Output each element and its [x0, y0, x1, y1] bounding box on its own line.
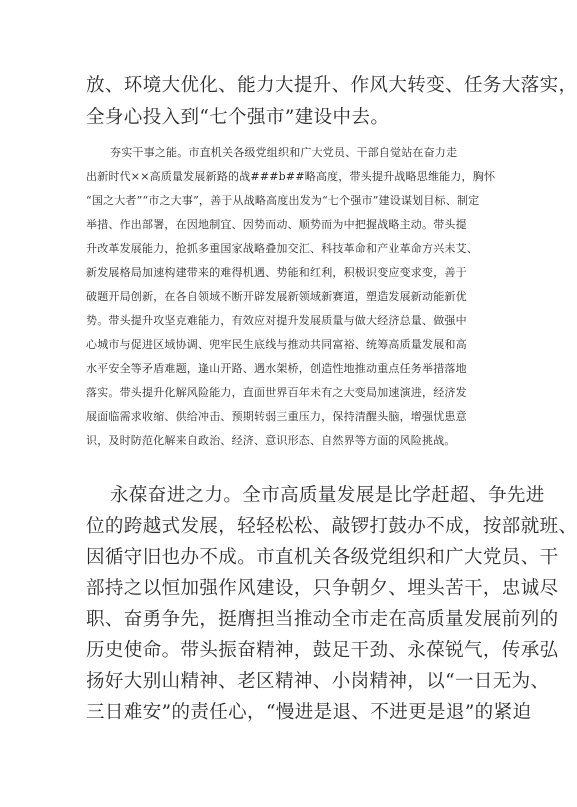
body-big-line-5: 职、奋勇争先，挺膺担当推动全市走在高质量发展前列的	[86, 609, 559, 630]
body-small-line-9: 心城市与促进区域协调、兜牢民生底线与推动共同富裕、统筹高质量发展和高	[86, 338, 467, 351]
body-small-line-2: 出新时代××高质量发展新路的战###b##略高度，带头提升战略思维能力，胸怀	[86, 170, 496, 183]
body-big-line-4: 部持之以恒加强作风建设，只争朝夕、埋头苦干，忠诚尽	[86, 578, 559, 599]
body-small-line-3: “国之大者”“市之大事”，善于从战略高度出发为“七个强市”建设谋划目标、制定	[86, 194, 480, 207]
intro-line-2: 全身心投入到“七个强市”建设中去。	[86, 107, 390, 128]
intro-line-1: 放、环境大优化、能力大提升、作风大转变、任务大落实，	[86, 75, 577, 96]
body-small-line-6: 新发展格局加速构建带来的难得机遇、势能和红利，积极识变应变求变，善于	[86, 266, 467, 279]
body-small-line-5: 升改革发展能力，抢抓多重国家战略叠加交汇、科技革命和产业革命方兴未艾、	[86, 242, 478, 255]
body-big-line-7: 扬好大别山精神、老区精神、小岗精神，以“一日无为、	[86, 671, 550, 692]
body-small-line-12: 展面临需求收缩、供给冲击、预期转弱三重压力，保持清醒头脑，增强忧患意	[86, 410, 467, 423]
body-big-line-8: 三日难安”的责任心，“慢进是退、不进更是退”的紧迫	[86, 702, 532, 723]
body-small-line-4: 举措、作出部署，在因地制宜、因势而动、顺势而为中把握战略主动。带头提	[86, 218, 467, 231]
body-big-line-6: 历史使命。带头振奋精神，鼓足干劲、永葆锐气，传承弘	[86, 640, 559, 661]
body-big-line-3: 因循守旧也办不成。市直机关各级党组织和广大党员、干	[86, 547, 559, 568]
body-small-line-7: 破题开局创新，在各自领域不断开辟发展新领域新赛道，塑造发展新动能新优	[86, 290, 467, 303]
body-small-line-10: 水平安全等矛盾难题，逢山开路、遇水架桥，创造性地推动重点任务举措落地	[86, 362, 467, 375]
body-big-line-1: 永葆奋进之力。全市高质量发展是比学赶超、争先进	[110, 485, 545, 506]
body-small-line-11: 落实。带头提升化解风险能力，直面世界百年未有之大变局加速演进，经济发	[86, 386, 467, 399]
body-small-line-8: 势。带头提升攻坚克难能力，有效应对提升发展质量与做大经济总量、做强中	[86, 314, 467, 327]
body-big-line-2: 位的跨越式发展，轻轻松松、敲锣打鼓办不成，按部就班、	[86, 516, 577, 537]
body-small-line-13: 识，及时防范化解来自政治、经济、意识形态、自然界等方面的风险挑战。	[86, 434, 456, 447]
body-small-line-1: 夯实干事之能。市直机关各级党组织和广大党员、干部自觉站在奋力走	[110, 146, 458, 159]
